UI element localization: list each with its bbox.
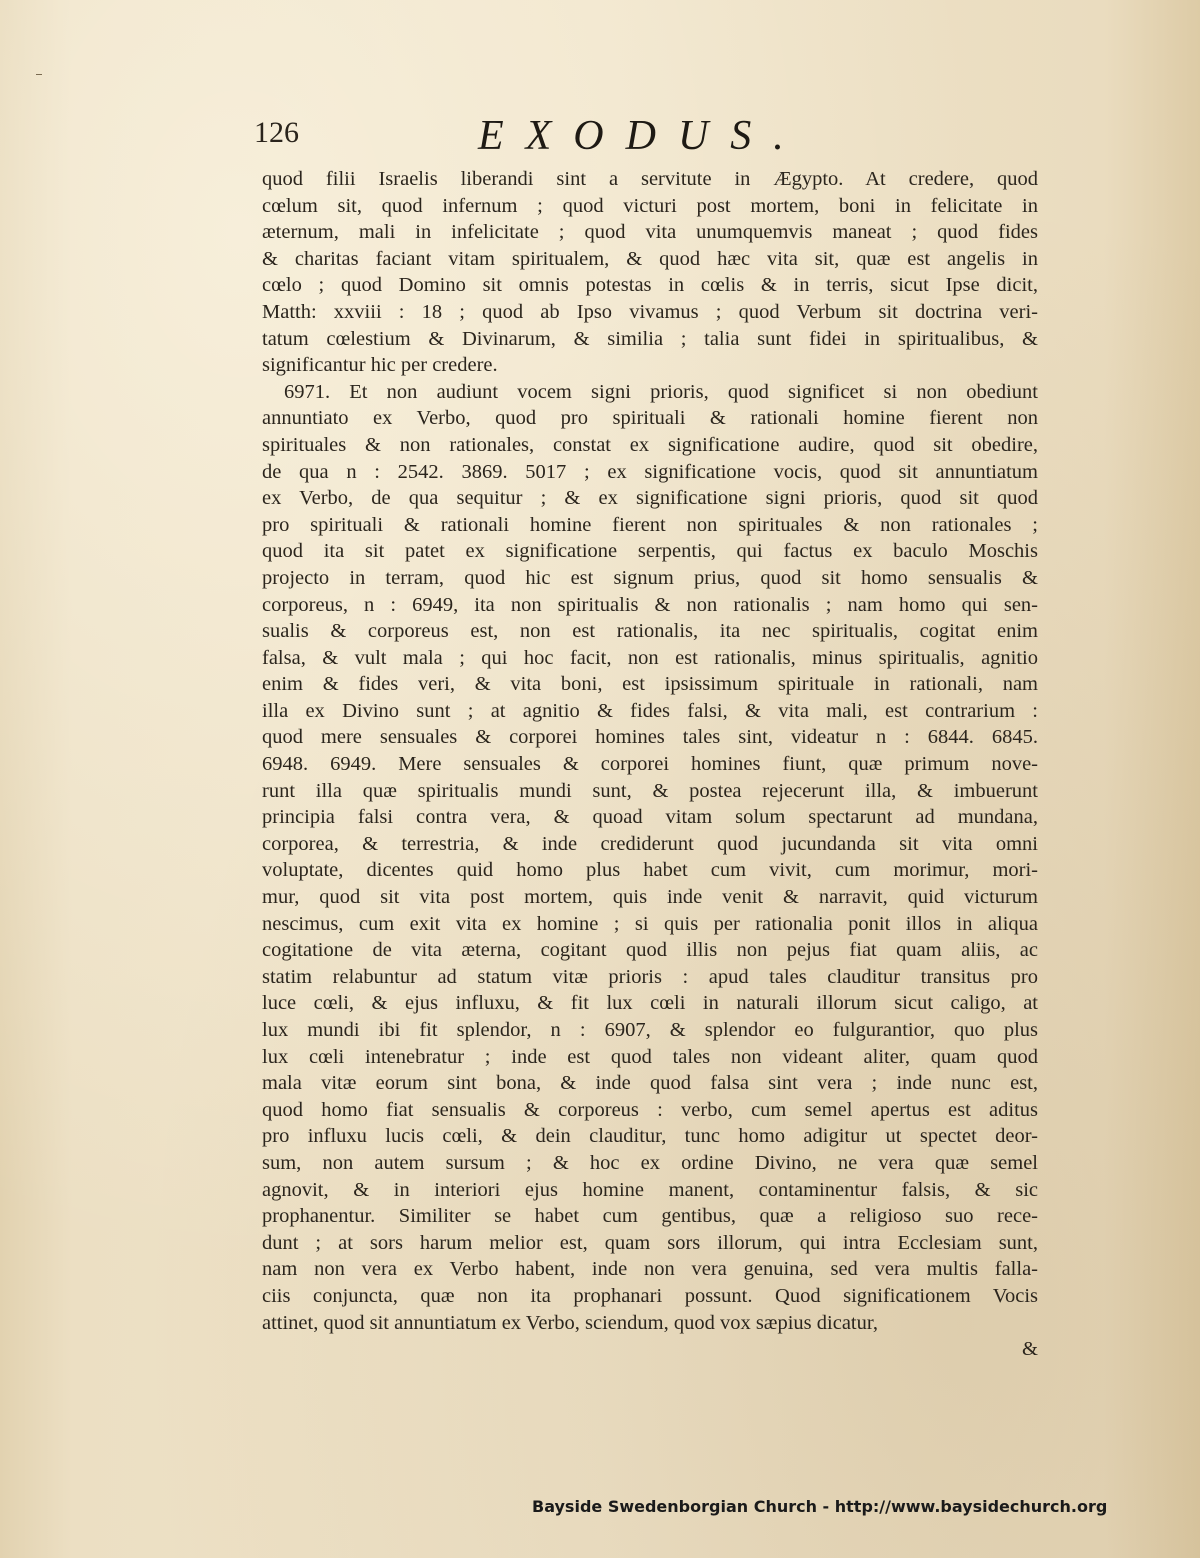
text-line: runt illa quæ spiritualis mundi sunt, & postea rejecerunt illa, & imbuerunt <box>262 779 1038 802</box>
text-line: de qua n : 2542. 3869. 5017 ; ex significatione vocis, quod sit annuntiatum <box>262 460 1038 483</box>
text-line: corporea, & terrestria, & inde crediderunt quod jucundanda sit vita omni <box>262 832 1038 855</box>
text-line: cœlo ; quod Domino sit omnis potestas in cœlis & in terris, sicut Ipse dicit, <box>262 274 1038 297</box>
text-line: ex Verbo, de qua sequitur ; & ex significatione signi prioris, quod sit quod <box>262 487 1038 510</box>
text-line: statim relabuntur ad statum vitæ prioris : apud tales clauditur transitus pro <box>262 965 1038 988</box>
text-line: spirituales & non rationales, constat ex significatione audire, quod sit obedire, <box>262 433 1038 456</box>
text-line: 6948. 6949. Mere sensuales & corporei homines fiunt, quæ primum nove- <box>262 753 1038 776</box>
text-line: nam non vera ex Verbo habent, inde non vera genuina, sed vera multis falla- <box>262 1258 1038 1281</box>
text-line: projecto in terram, quod hic est signum prius, quod sit homo sensualis & <box>262 566 1038 589</box>
text-line: tatum cœlestium & Divinarum, & similia ; talia sunt fidei in spiritualibus, & <box>262 327 1038 350</box>
book-title: EXODUS. <box>478 113 806 159</box>
text-line: attinet, quod sit annuntiatum ex Verbo, sciendum, quod vox sæpius dicatur, <box>262 1311 879 1334</box>
text-line: pro influxu lucis cœli, & dein clauditur, tunc homo adigitur ut spectet deor- <box>262 1125 1038 1148</box>
text-line: corporeus, n : 6949, ita non spiritualis & non rationalis ; nam homo qui sen- <box>262 593 1038 616</box>
text-line: pro spirituali & rationali homine fierent non spirituales & non rationales ; <box>262 513 1038 536</box>
text-line: & charitas faciant vitam spiritualem, & quod hæc vita sit, quæ est angelis in <box>262 247 1038 270</box>
text-line: voluptate, dicentes quid homo plus habet cum vivit, cum morimur, mori- <box>262 859 1038 882</box>
catchword: & <box>1022 1338 1038 1361</box>
text-line: cogitatione de vita æterna, cogitant quod illis non pejus fiat quam aliis, ac <box>262 939 1038 962</box>
text-line: falsa, & vult mala ; qui hoc facit, non est rationalis, minus spiritualis, agnitio <box>262 646 1038 669</box>
page-number: 126 <box>254 116 299 149</box>
text-line: principia falsi contra vera, & quoad vitam solum spectarunt ad mundana, <box>262 806 1038 829</box>
running-head <box>250 112 1050 158</box>
site-watermark: Bayside Swedenborgian Church - http://www.baysidechurch.org <box>532 1497 1108 1516</box>
text-line: prophanentur. Similiter se habet cum gentibus, quæ a religioso suo rece- <box>262 1205 1038 1228</box>
text-line: Matth: xxviii : 18 ; quod ab Ipso vivamus ; quod Verbum sit doctrina veri- <box>262 300 1038 323</box>
text-line: cœlum sit, quod infernum ; quod victuri post mortem, boni in felicitate in <box>262 194 1038 217</box>
text-line: 6971. Et non audiunt vocem signi prioris, quod significet si non obediunt <box>284 380 1038 403</box>
text-line: lux mundi ibi fit splendor, n : 6907, & splendor eo fulgurantior, quo plus <box>262 1019 1038 1041</box>
text-line: illa ex Divino sunt ; at agnitio & fides falsi, & vita mali, est contrarium : <box>262 699 1038 722</box>
text-line: quod filii Israelis liberandi sint a servitute in Ægypto. At credere, quod <box>262 168 1038 190</box>
text-line: quod ita sit patet ex significatione serpentis, qui factus ex baculo Moschis <box>262 540 1038 563</box>
text-line: quod mere sensuales & corporei homines tales sint, videatur n : 6844. 6845. <box>262 726 1038 749</box>
text-line: sualis & corporeus est, non est rationalis, ita nec spiritualis, cogitat enim <box>262 620 1038 643</box>
text-line: dunt ; at sors harum melior est, quam sors illorum, qui intra Ecclesiam sunt, <box>262 1231 1038 1254</box>
text-line: nescimus, cum exit vita ex homine ; si quis per rationalia ponit illos in aliqua <box>262 912 1038 935</box>
text-line: annuntiato ex Verbo, quod pro spirituali & rationali homine fierent non <box>262 407 1038 430</box>
text-line: mur, quod sit vita post mortem, quis inde venit & narravit, quid victurum <box>262 886 1038 909</box>
text-line: significantur hic per credere. <box>262 354 498 377</box>
text-line: æternum, mali in infelicitate ; quod vita unumquemvis maneat ; quod fides <box>262 221 1038 244</box>
text-line: quod homo fiat sensualis & corporeus : verbo, cum semel apertus est aditus <box>262 1098 1038 1121</box>
text-line: agnovit, & in interiori ejus homine manent, contaminentur falsis, & sic <box>262 1178 1038 1201</box>
text-line: ciis conjuncta, quæ non ita prophanari possunt. Quod significationem Vocis <box>262 1284 1038 1307</box>
text-line: mala vitæ eorum sint bona, & inde quod falsa sint vera ; inde nunc est, <box>262 1072 1038 1095</box>
body-text <box>262 166 1038 1363</box>
page-edge-mark <box>36 74 42 75</box>
text-line: lux cœli intenebratur ; inde est quod tales non videant aliter, quam quod <box>262 1045 1038 1068</box>
text-line: sum, non autem sursum ; & hoc ex ordine Divino, ne vera quæ semel <box>262 1151 1038 1174</box>
text-line: luce cœli, & ejus influxu, & fit lux cœli in naturali illorum sicut caligo, at <box>262 992 1038 1015</box>
text-line: enim & fides veri, & vita boni, est ipsissimum spirituale in rationali, nam <box>262 673 1038 696</box>
